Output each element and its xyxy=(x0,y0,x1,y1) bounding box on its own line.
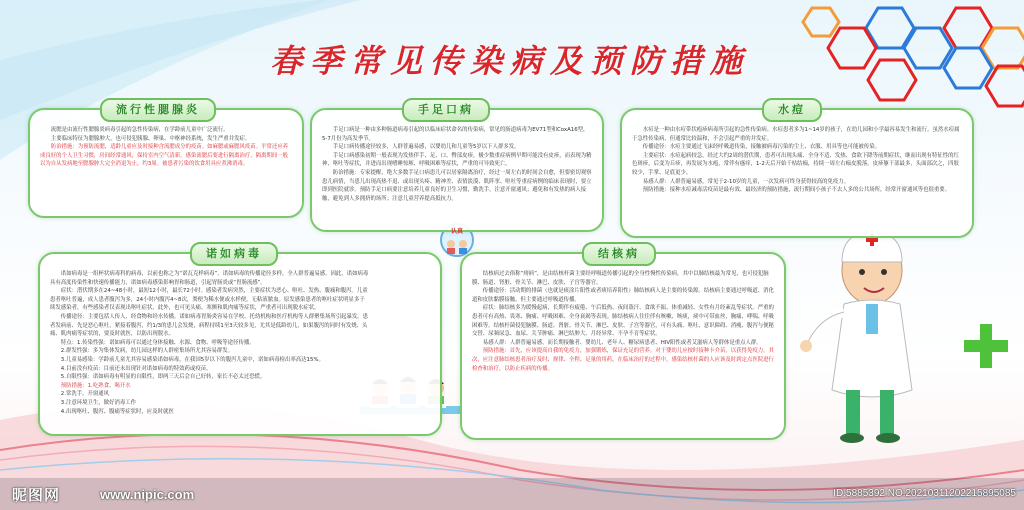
hexagon-cluster-icon xyxy=(803,8,1024,106)
panel-paragraph: 水痘是一种由水痘带状疱疹病毒所引起的急性传染病。水痘患者多为1~14岁的孩子，在幼儿园和小学最容易发生和流行。虽然水痘属于急性传染病，但通常比较温和，不会引起严重的并发症。 xyxy=(632,127,960,142)
panel-paragraph: 手足口病是一种由多种肠道病毒引起的以临床症状命名的传染病，常见的肠道病毒为EV71型和CoxA16型，5-7月份为高发季节。 xyxy=(322,127,589,142)
panel-paragraph: 主要症状：水痘起病较急，经过大约2周的潜伏期，患者可出现头痛、全身不适、发热、食欲下降等前期症状，继而出现有特征性的红色斑疹，后变为丘疹，再发展为水疱，常伴有瘙痒，1-2天后开始干枯结痂，持续一周左右痂皮脱落。皮疹躯干部最多，头面部次之，四肢较少，手掌、足底更少。 xyxy=(632,152,959,176)
image-id-text: ID:5885392 NO:20210311202215895085 xyxy=(833,488,1016,499)
panel-body xyxy=(50,270,370,426)
panel-body xyxy=(322,126,592,222)
panel-paragraph: 防治措施：为预防流腮，适龄儿童应及时接种含流腮成分的疫苗。如麻腮或麻腮风疫苗。平常还应养成良好的个人卫生习惯，房间经常通风，保持室内空气清新。感染流腮后要进行隔离治疗，隔离期间一般以为自从发病地至腮腺肿大完全消退为止，约3周。被患者污染的饮食用具应煮沸消毒。 xyxy=(40,144,288,168)
panel-paragraph: 3.儿童易感染：学龄前儿童尤其容易感染诺如病毒，在我国5岁以下的腹泻儿童中，诺如病毒检出率高达15%。 xyxy=(60,356,324,363)
panel-paragraph: 2.群发性强：多为集体发病，幼儿园这样的人群密集场所尤其容易群发。 xyxy=(60,348,234,355)
panel-paragraph: 症状：潜伏期多在24~48小时，最短12小时，最长72小时。感染者发病突然，主要症状为恶心、呕吐、发热、腹痛和腹泻。儿童患者呕吐普遍，成人患者腹泻为多，24小时内腹泻4~8次，粪便为稀水便或水样便，无粘液脓血。原发感染患者的呕吐症状明显多于续发感染者，有些感染者仅表现出呕吐症状，此外，也可见头痛、寒颤和肌肉痛等症状，严重者可出现脱水症状。 xyxy=(50,288,368,312)
panel-mumps xyxy=(28,103,304,218)
green-cross-icon xyxy=(964,324,1008,368)
panel-heading: 流行性腮腺炎 xyxy=(100,98,216,122)
panel-paragraph: 传播途径：水痘主要通过飞沫经呼吸道传染，接触被病毒污染的尘土、衣服、用具等也可能被传染。 xyxy=(642,144,880,151)
site-url: www.nipic.com xyxy=(100,487,195,502)
cartoon-doctor-illustration xyxy=(800,232,912,443)
panel-paragraph: 特点：1.传染性强：诺如病毒可以通过身体接触、水源、食物、呼吸等途径传播。 xyxy=(60,339,255,346)
panel-tuberculosis xyxy=(460,247,786,440)
panel-paragraph: 传播途径：活动期的排菌（也就是痰涂片阳性或者痰培养阳性）肺结核病人是主要的传染源。结核病主要通过呼吸道、消化道和皮肤黏膜接触，但主要通过呼吸道传播。 xyxy=(472,288,774,303)
panel-body xyxy=(40,126,292,208)
panel-norovirus xyxy=(38,247,442,436)
site-logo: 昵图网 xyxy=(12,486,61,504)
panel-paragraph: 流腮是由流行性腮腺炎病毒引起的急性传染病，在学龄前儿童中广泛流行。 xyxy=(50,127,229,133)
panel-paragraph: 症状：肺结核多为缓慢起病，长期伴有疲倦、午后低热、夜间盗汗、食欲不振、体重减轻、女性有月经紊乱等症状。严重的患者可有高热、畏寒、胸痛、呼吸困难、全身衰竭等表现。肺结核病人往往伴有咳嗽、咳痰，痰中可带血丝，胸痛、哮喘、呼吸困难等。结核杆菌侵犯脑膜、肠道、肾脏、骨关节、淋巴、皮肤、子宫等器官，可有头痛、呕吐、意识障碍、消瘦、腹泻与便秘交替、尿频尿急、血尿、关节肿痛、淋巴结肿大、月经异常、不孕不育等症状。 xyxy=(472,305,774,338)
panel-hand-foot-mouth xyxy=(310,103,604,232)
panel-chickenpox xyxy=(620,103,974,238)
panel-paragraph: 易感人群：人群普遍易感，常见于2-10岁的儿童，一次发病可终身获得较高的免疫力。 xyxy=(642,178,850,185)
panel-paragraph: 3.注意环境卫生，做好消毒工作 xyxy=(60,399,137,406)
panel-paragraph: 手足口病传播途径较多，人群普遍易感，以婴幼儿和儿童等5岁以下人群多发。 xyxy=(332,144,520,151)
panel-paragraph: 传播途径：主要包括人传人、经食物和经水传播。诺如病毒胃肠炎容易在学校、托幼机构和医疗机构等人群聚集场所引起暴发。患者发病前、先是恶心呕吐，紧接着腹泻，约1/3的患儿会发烧，病程持续1至3天较多见，尤其是低龄幼儿，如果腹泻的同时有发烧、头痛、肌肉痛等症状的，要及时就医，以防出现脱水。 xyxy=(50,313,369,338)
panel-paragraph: 手足口病感染初期一般表现为发热伴手、足、口、臀部皮疹，极少数重症病例早期可能没有皮疹，而表现为精神、呕吐等症状，并进而出现嗜睡惊厥、呼吸困难等症状，严重的可导致死亡。 xyxy=(322,152,592,168)
panel-paragraph: 2.常洗手，开窗通风 xyxy=(60,391,110,398)
panel-paragraph: 主要临床特征为腮腺肿大，也可侵犯胰腺、卵巢、中枢神经系统，发生严重并发症。 xyxy=(50,135,251,142)
children-badge-label: 认真 xyxy=(450,228,463,235)
panel-paragraph: 诺如病毒是一组杯状病毒科的病毒，以前也称之为“诺瓦克样病毒”。诺如病毒的传播途径多样，全人群普遍易感。因此，诺如病毒具有高度传染性和快速传播能力，诺如病毒感染影响胃和肠道，引起胃肠炎或“胃肠流感”。 xyxy=(50,271,369,286)
panel-heading: 水痘 xyxy=(762,98,822,122)
panel-paragraph: 结核病过去俗称“痨病”，是由结核杆菌主要经呼吸道传播引起的全身性慢性传染病，其中以肺结核最为常见，也可侵犯脑膜、肠道、肾脏、骨关节、淋巴、皮肤、子宫等器官。 xyxy=(472,271,769,286)
panel-heading: 诺如病毒 xyxy=(190,242,278,266)
panel-paragraph: 预防措施：1.吃熟食，喝开水 xyxy=(60,382,131,389)
poster-title: 春季常见传染病及预防措施 xyxy=(269,42,750,80)
panel-body xyxy=(632,126,962,228)
panel-paragraph: 4.目前没有疫苗：目前还未出现针对诺如病毒的特效药或疫苗。 xyxy=(60,365,212,372)
panel-paragraph: 易感人群：人群普遍易感，而长期接触者、婴幼儿、老年人、糖尿病患者、HIV阳性或者艾滋病人等群体是重点人群。 xyxy=(482,339,762,346)
panel-heading: 手足口病 xyxy=(402,98,490,122)
panel-paragraph: 5.自限性强：诺如病毒有明显的自限性，即两三天后会自己好转，家长不必太过恐慌。 xyxy=(60,374,266,381)
panel-heading: 结核病 xyxy=(582,242,656,266)
panel-paragraph: 预防措施：接种水痘减毒活疫苗是最有效、最经济的预防措施，流行期间小孩子不去人多的公共场所，经常开窗通风等也很重要。 xyxy=(642,187,951,194)
panel-paragraph: 防治措施：专家提醒，绝大多数手足口病患儿可以居家隔离治疗，经过一周左右的时间会自愈，但要密切观察患儿病情，当患儿出现高热不退、或出现头疼、精神差、表情淡漠、肌阵挛、呕吐等重症病例的临床表现时，要立即到医院就诊。预防手足口病要注意培养儿童良好的卫生习惯，勤洗手，注意开窗通风；避免和有发热的病人接触，避免到人多拥挤的场所；注意儿童营养提高抵抗力。 xyxy=(322,169,592,202)
panel-paragraph: 预防措施：首先，应该提高自我的免疫力，加强锻炼，保证充足的营养。对于婴幼儿应按时接种卡介苗，以获得免疫力。其次，应注意肺结核患者治疗及时、规律、全程、足量的用药，在临床治疗的过程中，感染结核杆菌的人应该及时到定点医院进行检查和治疗，以防止疾病的传播。 xyxy=(472,348,774,372)
panel-body xyxy=(472,270,774,430)
panel-paragraph: 4.出现呕吐、腹泻、腹痛等症状时，应及时就医 xyxy=(60,408,174,415)
